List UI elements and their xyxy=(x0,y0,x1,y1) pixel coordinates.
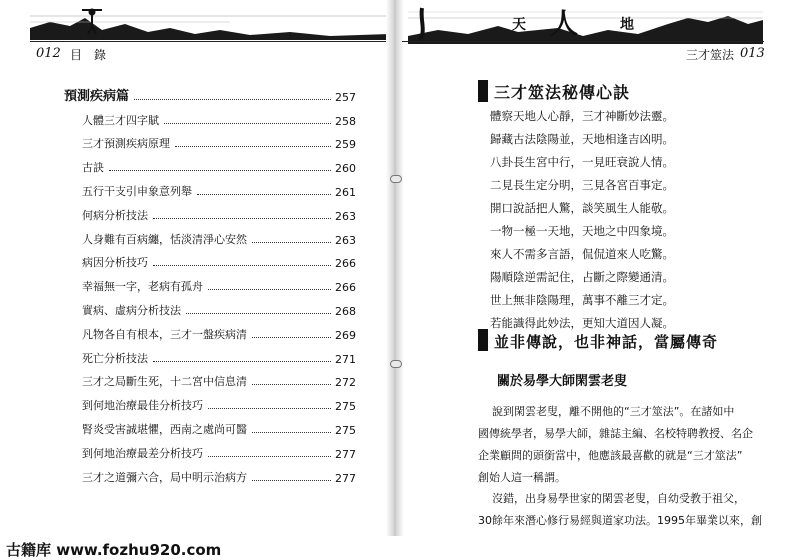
toc-entry-page: 261 xyxy=(335,185,356,199)
toc-entry-page: 269 xyxy=(335,328,356,342)
paragraph-line: 創始人這一稱謂。 xyxy=(478,471,566,484)
poem-line: 來人不需多言語，侃侃道來人吃驚。 xyxy=(490,247,674,261)
paragraph-line: 沒錯，出身易學世家的閑雲老叟，自幼受教于祖父， xyxy=(492,492,745,505)
toc-leader-dots xyxy=(252,337,331,338)
toc-entry xyxy=(64,413,356,437)
toc-leader-dots xyxy=(153,265,331,266)
toc-entry xyxy=(64,223,356,247)
toc-entry xyxy=(64,270,356,294)
brand-char-di: 地 xyxy=(620,17,634,33)
toc-leader-dots xyxy=(109,170,331,171)
toc-leader-dots xyxy=(164,123,331,124)
paragraph-intro xyxy=(478,401,770,489)
toc-entry-title: 預測疾病篇 xyxy=(64,85,131,104)
toc-entry-title: 死亡分析技法 xyxy=(82,351,148,365)
toc-entry xyxy=(64,199,356,223)
toc-entry-title: 到何地治療最佳分析技巧 xyxy=(82,399,203,413)
paragraph-line: 30餘年來潛心修行易經與道家功法。1995年畢業以來，創 xyxy=(478,514,762,527)
header-rule-left xyxy=(30,41,388,42)
poem-line: 體察天地人心靜，三才神斷妙法靈。 xyxy=(490,109,674,123)
toc-entry-title: 人體三才四字賦 xyxy=(82,113,159,127)
toc-leader-dots xyxy=(208,289,331,290)
toc-entry-page: 268 xyxy=(335,304,356,318)
toc-entry-title: 腎炎受害誠堪懼，西南之處尚可醫 xyxy=(82,422,247,436)
toc-entry xyxy=(64,128,356,152)
toc-entry-page: 258 xyxy=(335,114,356,128)
toc-entry xyxy=(64,247,356,271)
poem-line: 一物一極一天地，天地之中四象境。 xyxy=(490,224,674,238)
header-landscape-left xyxy=(30,8,388,40)
toc-leader-dots xyxy=(252,480,331,481)
toc-entry-page: 260 xyxy=(335,162,356,176)
poem-line: 歸藏古法陰陽並，天地相逢吉凶明。 xyxy=(490,132,674,146)
toc-entry-title: 五行干支引申象意列舉 xyxy=(82,184,192,198)
toc-entry-page: 263 xyxy=(335,233,356,247)
toc-entry-title: 病因分析技巧 xyxy=(82,256,148,270)
toc-entry xyxy=(64,80,356,104)
poem-line: 開口說話把人驚，談笑風生人能敬。 xyxy=(490,201,674,215)
toc-entry-title: 三才之局斷生死，十二宮中信息清 xyxy=(82,375,247,389)
poem-line: 若能識得此妙法，更知大道因人凝。 xyxy=(490,316,674,330)
footer-watermark-bar xyxy=(0,536,793,560)
brand-char-ren: 人 xyxy=(550,7,579,40)
poem-line: 二見長生定分明，三見各宮百事定。 xyxy=(490,178,674,192)
toc-leader-dots xyxy=(153,218,331,219)
toc-entry-page: 257 xyxy=(335,90,356,104)
paragraph-line: 企業顧問的頭銜當中，他應該最喜歡的就是“三才筮法” xyxy=(478,449,743,462)
toc-entry-page: 266 xyxy=(335,257,356,271)
binding-ring xyxy=(390,360,402,368)
table-of-contents xyxy=(64,80,356,485)
section-marker xyxy=(478,80,488,102)
toc-entry-title: 人身難有百病纏，恬淡清淨心安然 xyxy=(82,232,247,246)
paragraph-line: 說到閑雲老叟，離不開他的“三才筮法”。在諸如中 xyxy=(492,405,735,418)
toc-entry-page: 277 xyxy=(335,471,356,485)
header-rule-right xyxy=(402,41,764,42)
toc-leader-dots xyxy=(252,242,331,243)
toc-entry-page: 275 xyxy=(335,400,356,414)
paragraph-biography xyxy=(478,488,770,532)
toc-leader-dots xyxy=(208,408,331,409)
toc-entry xyxy=(64,342,356,366)
brand-char-tian: 天 xyxy=(512,17,526,33)
toc-entry-page: 271 xyxy=(335,352,356,366)
toc-leader-dots xyxy=(153,361,331,362)
section-title-legend: 並非傳說，也非神話，當屬傳奇 xyxy=(494,333,719,351)
toc-entry-title: 實病、虛病分析技法 xyxy=(82,303,181,317)
toc-section-label: 目 錄 xyxy=(70,48,107,62)
toc-entry-page: 263 xyxy=(335,209,356,223)
section-marker xyxy=(478,329,488,351)
toc-entry xyxy=(64,389,356,413)
toc-entry-page: 272 xyxy=(335,376,356,390)
toc-entry-title: 到何地治療最差分析技巧 xyxy=(82,446,203,460)
header-landscape-right xyxy=(408,6,763,44)
toc-entry-title: 凡物各自有根本，三才一盤疾病清 xyxy=(82,327,247,341)
toc-entry-title: 古訣 xyxy=(82,161,104,175)
page-number-right: 013 xyxy=(740,46,765,61)
poem-line: 陽順陰逆需記住，占斷之際變通清。 xyxy=(490,270,674,284)
subheading-master: 關於易學大師閑雲老叟 xyxy=(497,374,628,389)
toc-leader-dots xyxy=(208,456,331,457)
toc-leader-dots xyxy=(134,99,331,100)
toc-leader-dots xyxy=(186,313,331,314)
toc-entry xyxy=(64,461,356,485)
toc-leader-dots xyxy=(197,194,331,195)
poem-line: 世上無非陰陽理，萬事不離三才定。 xyxy=(490,293,674,307)
binding-ring xyxy=(390,175,402,183)
poem-block xyxy=(490,105,674,335)
paragraph-line: 國傳統學者，易學大師，雜誌主編、名校特聘教授、名企 xyxy=(478,427,753,440)
toc-leader-dots xyxy=(252,384,331,385)
toc-entry-title: 幸福無一字，老病有孤舟 xyxy=(82,280,203,294)
watermark-text: 古籍库 www.fozhu920.com xyxy=(6,541,222,559)
page-number-left: 012 xyxy=(36,46,61,61)
toc-leader-dots xyxy=(252,432,331,433)
toc-entry xyxy=(64,318,356,342)
toc-entry-page: 277 xyxy=(335,447,356,461)
poem-line: 八卦長生宮中行，一見旺衰說人情。 xyxy=(490,155,674,169)
toc-entry xyxy=(64,294,356,318)
toc-entry-title: 三才預測疾病原理 xyxy=(82,137,170,151)
toc-entry xyxy=(64,437,356,461)
toc-entry-title: 三才之道彌六合，局中明示治病方 xyxy=(82,470,247,484)
toc-entry xyxy=(64,175,356,199)
toc-entry-page: 259 xyxy=(335,138,356,152)
toc-entry xyxy=(64,151,356,175)
toc-entry xyxy=(64,366,356,390)
toc-entry-page: 275 xyxy=(335,423,356,437)
toc-entry xyxy=(64,104,356,128)
toc-entry-title: 何病分析技法 xyxy=(82,208,148,222)
toc-entry-page: 266 xyxy=(335,281,356,295)
left-page xyxy=(0,0,388,560)
section-title-secret-formula: 三才筮法秘傳心訣 xyxy=(494,83,631,102)
toc-leader-dots xyxy=(175,146,331,147)
header-book-title: 三才筮法 xyxy=(686,48,735,62)
